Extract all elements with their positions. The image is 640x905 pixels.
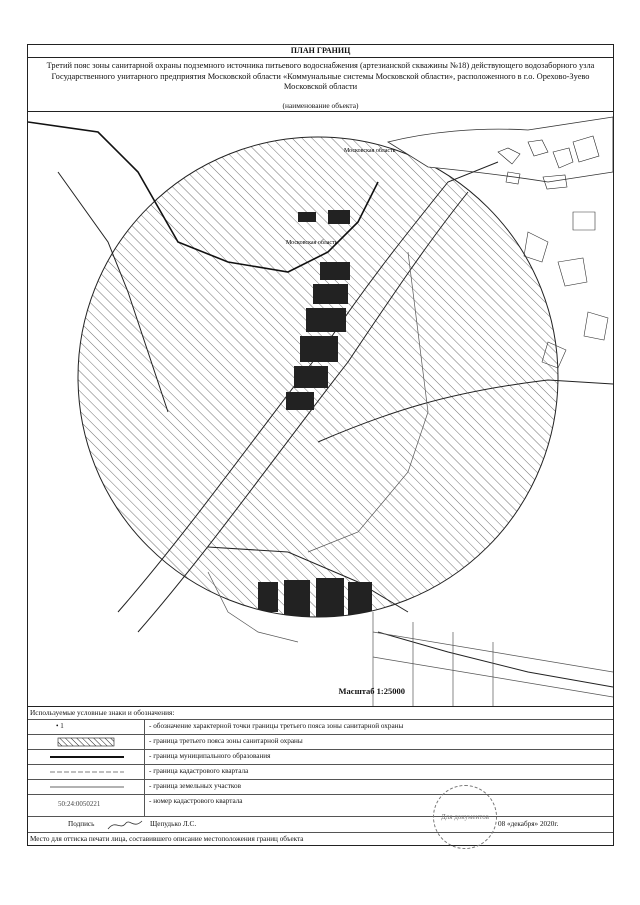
legend-row [28,749,613,764]
signature-row [28,816,613,833]
object-name-caption: (наименование объекта) [282,101,359,110]
legend-text: - граница третьего пояса зоны санитарной охраны [149,737,303,745]
signature-mark [106,817,146,833]
map-scale: Масштаб 1:25000 [338,686,405,696]
legend-symbol-cadastral [28,765,145,779]
plan-title: ПЛАН ГРАНИЦ [28,45,613,58]
legend-symbol-hatch [28,735,145,749]
seal-stamp: Для документов [433,785,497,849]
legend-row [28,779,613,794]
legend-text: - граница кадастрового квартала [149,767,249,775]
map-drawing [28,112,613,706]
legend-text: - граница земельных участков [149,782,241,790]
legend-symbol-municipal [28,750,145,764]
legend-text: - обозначение характерной точки границы третьего пояса зоны санитарной охраны [149,722,404,730]
legend-heading: Используемые условные знаки и обозначения: [30,708,175,717]
legend-symbol-parcels [28,780,145,794]
legend-text: - номер кадастрового квартала [149,797,243,805]
legend-row [28,764,613,779]
legend-row [28,794,613,816]
signature-label: Подпись [68,820,95,828]
signature-date: 08 «декабря» 2020г. [498,820,559,828]
legend-row [28,719,613,734]
signer-name: Щепудько Л.С. [150,820,197,828]
map-area [28,111,613,707]
plan-description: Третий пояс зоны санитарной охраны подземного источника питьевого водоснабжения (артезианской скважины №18) действующего водозаборного узла Государственного унитарного предприятия Московской области «Коммунальные системы Московской области», расположенного в г.о. Орехово-Зуево Московской области [46,61,595,91]
legend-text: - граница муниципального образования [149,752,271,760]
legend-row [28,734,613,749]
legend-symbol-quarter-number: 50:24:0050221 [28,795,145,816]
seal-place-note: Место для оттиска печати лица, составившего описание местоположения границ объекта [28,832,613,847]
boundary-plan-frame [27,44,614,846]
legend-symbol-point: • 1 [28,720,145,734]
oblast-label-center: Московская область [286,240,338,246]
oblast-label-top: Московская область [344,148,396,154]
